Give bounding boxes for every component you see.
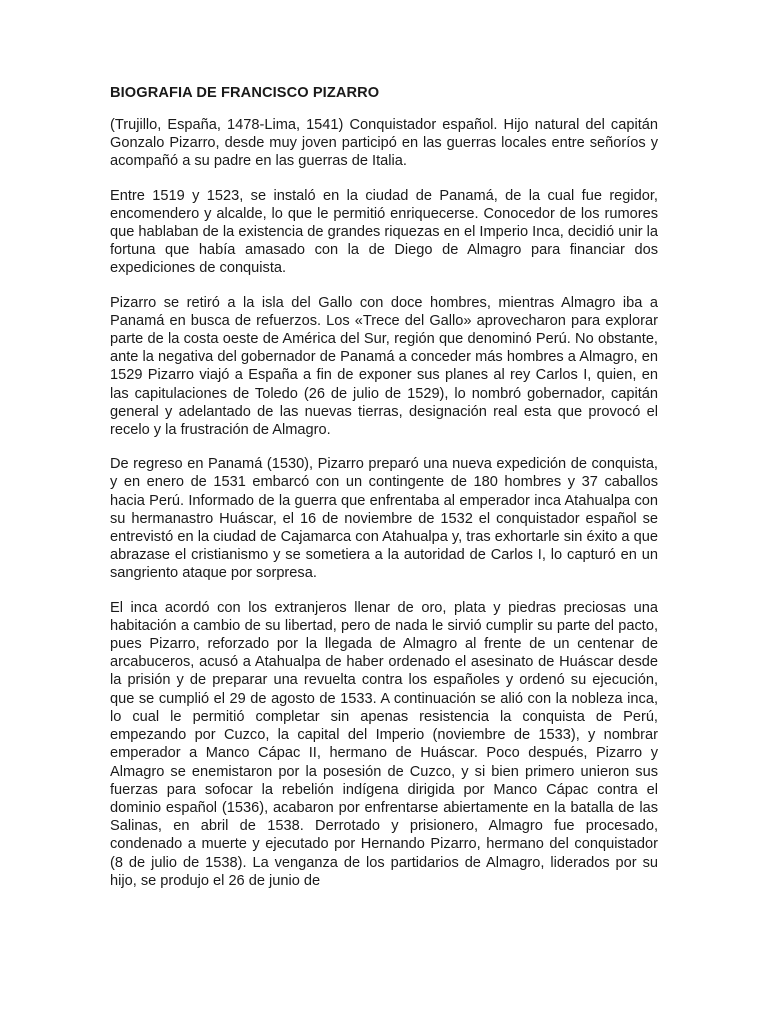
paragraph-isla-del-gallo: Pizarro se retiró a la isla del Gallo con doce hombres, mientras Almagro iba a Panamá en busca de refuerzos. Los «Trece del Gallo» aprovecharon para explorar parte de la costa oeste de América del Sur, región que denominó Perú. No obstante, ante la negativa del gobernador de Panamá a conceder más hombres a Almagro, en 1529 Pizarro viajó a España a fin de exponer sus planes al rey Carlos I, quien, en las capitulaciones de Toledo (26 de julio de 1529), lo nombró gobernador, capitán general y adelantado de las nuevas tierras, designación real esta que provocó el recelo y la frustración de Almagro.	[110, 294, 658, 439]
document-body	[110, 84, 658, 906]
document-title: BIOGRAFIA DE FRANCISCO PIZARRO	[110, 85, 380, 101]
paragraph-intro: (Trujillo, España, 1478-Lima, 1541) Conquistador español. Hijo natural del capitán Gonzalo Pizarro, desde muy joven participó en las guerras locales entre señoríos y acompañó a su padre en las guerras de Italia.	[110, 117, 658, 170]
paragraph-panama: Entre 1519 y 1523, se instaló en la ciudad de Panamá, de la cual fue regidor, encomendero y alcalde, lo que le permitió enriquecerse. Conocedor de los rumores que hablaban de la existencia de grandes riquezas en el Imperio Inca, decidió unir la fortuna que había amasado con la de Diego de Almagro para financiar dos expediciones de conquista.	[110, 187, 658, 277]
paragraph-atahualpa: El inca acordó con los extranjeros llenar de oro, plata y piedras preciosas una habitación a cambio de su libertad, pero de nada le sirvió cumplir su parte del pacto, pues Pizarro, reforzado por la llegada de Almagro al frente de un centenar de arcabuceros, acusó a Atahualpa de haber ordenado el asesinato de Huáscar desde la prisión y de preparar una revuelta contra los españoles y ordenó su ejecución, que se cumplió el 29 de agosto de 1533. A continuación se alió con la nobleza inca, lo cual le permitió completar sin apenas resistencia la conquista de Perú, empezando por Cuzco, la capital del Imperio (noviembre de 1533), y nombrar emperador a Manco Cápac II, hermano de Huáscar. Poco después, Pizarro y Almagro se enemistaron por la posesión de Cuzco, y si bien primero unieron sus fuerzas para sofocar la rebelión indígena dirigida por Manco Cápac contra el dominio español (1536), acabaron por enfrentarse abiertamente en la batalla de las Salinas, en abril de 1538. Derrotado y prisionero, Almagro fue procesado, condenado a muerte y ejecutado por Hernando Pizarro, hermano del conquistador (8 de julio de 1538). La venganza de los partidarios de Almagro, liderados por su hijo, se produjo el 26 de junio de	[110, 599, 658, 889]
paragraph-cajamarca: De regreso en Panamá (1530), Pizarro preparó una nueva expedición de conquista, y en enero de 1531 embarcó con un contingente de 180 hombres y 37 caballos hacia Perú. Informado de la guerra que enfrentaba al emperador inca Atahualpa con su hermanastro Huáscar, el 16 de noviembre de 1532 el conquistador español se entrevistó en la ciudad de Cajamarca con Atahualpa y, tras exhortarle sin éxito a que abrazase el cristianismo y se sometiera a la autoridad de Carlos I, lo capturó en un sangriento ataque por sorpresa.	[110, 456, 658, 582]
